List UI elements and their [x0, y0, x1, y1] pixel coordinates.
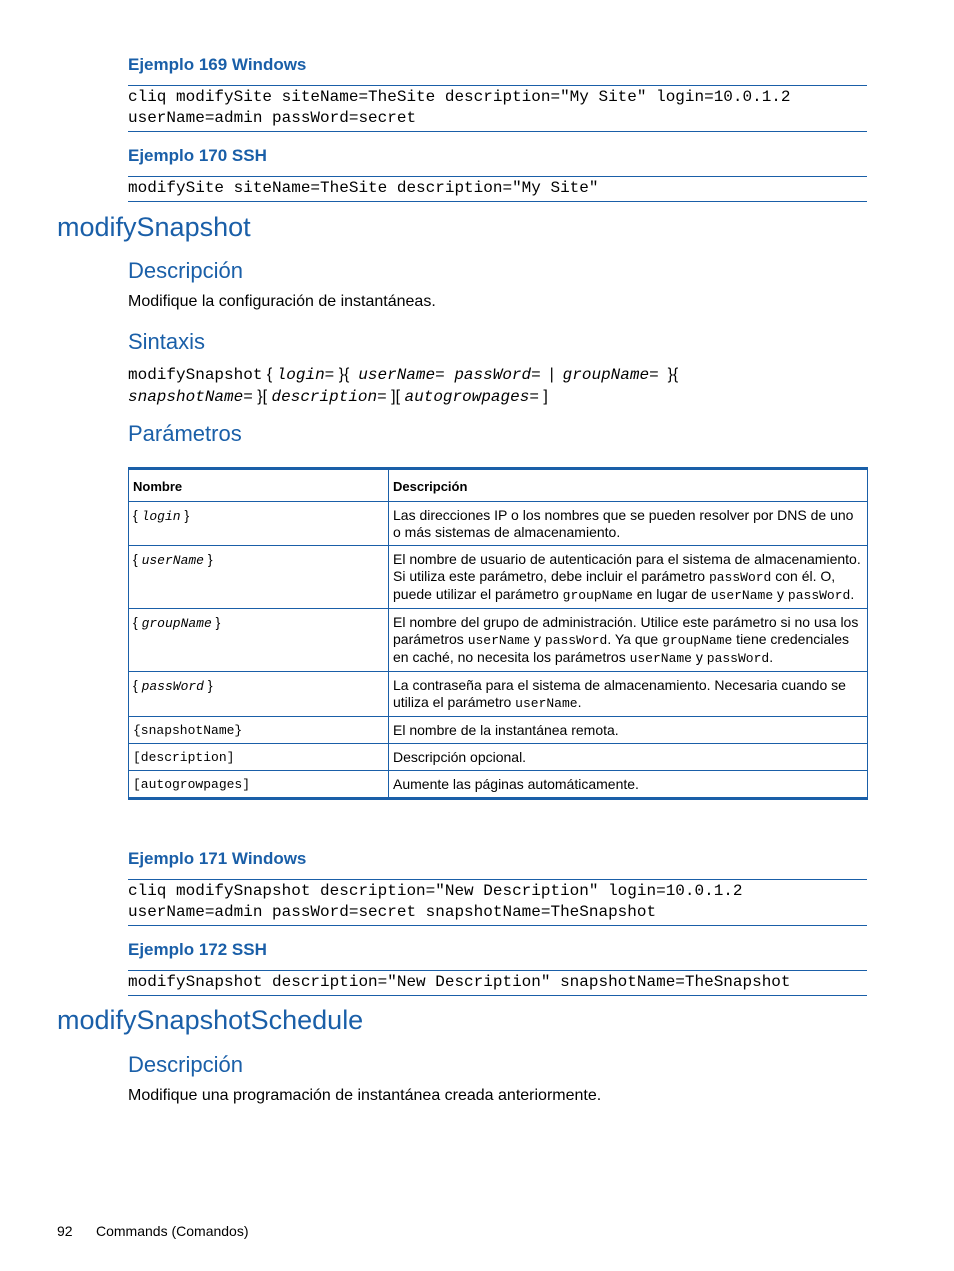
param-name-cell — [129, 502, 389, 546]
desc-text: . — [577, 694, 582, 710]
syntax-line-1 — [128, 364, 678, 386]
brace: } — [204, 677, 213, 693]
param-name-cell: {snapshotName} — [129, 717, 389, 744]
brace: { — [133, 551, 142, 567]
example-169-title: Ejemplo 169 Windows — [128, 55, 307, 74]
param-desc-cell: Las direcciones IP o los nombres que se pueden resolver por DNS de uno o más sistemas de almacenamiento. — [389, 502, 868, 546]
syntax-param: autogrowpages= — [404, 388, 539, 406]
table-row — [129, 609, 868, 672]
inline-code: userName — [515, 696, 578, 711]
code-line: modifySnapshot description="New Description" snapshotName=TheSnapshot — [128, 973, 791, 991]
syntax-bracket: ][ — [386, 388, 405, 405]
example-170-code — [128, 176, 867, 202]
table-row — [129, 771, 868, 799]
inline-code: groupName — [562, 588, 633, 603]
section-title-modify-snapshot-schedule: modifySnapshotSchedule — [57, 1005, 364, 1035]
param-desc-cell: Descripción opcional. — [389, 744, 868, 771]
param-name-cell: [description] — [129, 744, 389, 771]
inline-code: passWord — [787, 588, 851, 603]
syntax-param: userName= passWord= — [358, 366, 541, 384]
brace: { — [133, 677, 142, 693]
description-heading-2: Descripción — [128, 1052, 243, 1077]
param-name: login — [141, 509, 181, 524]
syntax-heading: Sintaxis — [128, 329, 206, 354]
syntax-bracket: }{ — [658, 366, 679, 383]
code-line: cliq modifySite siteName=TheSite description="My Site" login=10.0.1.2 — [128, 88, 791, 106]
inline-code: passWord — [544, 633, 608, 648]
param-name-cell: [autogrowpages] — [129, 771, 389, 799]
param-desc-cell — [389, 609, 868, 672]
param-name: groupName — [141, 616, 212, 631]
column-header-description: Descripción — [389, 469, 868, 502]
inline-code: userName — [710, 588, 774, 603]
param-desc-cell — [389, 672, 868, 717]
brace: { — [133, 614, 142, 630]
inline-code: userName — [629, 651, 692, 666]
column-header-name: Nombre — [129, 469, 389, 502]
syntax-block — [128, 364, 678, 408]
desc-text: y — [530, 631, 545, 647]
example-172-title: Ejemplo 172 SSH — [128, 940, 267, 959]
syntax-line-2 — [128, 386, 678, 408]
param-name-cell — [129, 546, 389, 609]
desc-text: y — [692, 649, 707, 665]
inline-code: userName — [467, 633, 531, 648]
desc-text: El nombre del grupo de administración. Utilice este parámetro si no usa los parámetros — [393, 614, 859, 647]
example-171-title: Ejemplo 171 Windows — [128, 849, 307, 868]
example-170-title: Ejemplo 170 SSH — [128, 146, 267, 165]
page-number: 92 — [57, 1223, 73, 1239]
table-row — [129, 546, 868, 609]
code-line: userName=admin passWord=secret — [128, 109, 417, 127]
syntax-bracket: ] — [538, 388, 548, 405]
syntax-bracket: | — [540, 366, 563, 383]
inline-code: passWord — [706, 651, 770, 666]
syntax-param: description= — [271, 388, 387, 406]
desc-text: . — [769, 649, 774, 665]
inline-code: passWord — [708, 570, 772, 585]
desc-text: . Ya que — [607, 631, 663, 647]
table-row — [129, 744, 868, 771]
brace: } — [204, 551, 213, 567]
desc-text: tiene credenciales en caché, no necesita los parámetros — [393, 631, 850, 665]
code-line: modifySite siteName=TheSite description="My Site" — [128, 179, 599, 197]
param-desc-cell: El nombre de la instantánea remota. — [389, 717, 868, 744]
syntax-param: login= — [276, 366, 335, 384]
example-172-code — [128, 970, 867, 996]
param-name-cell — [129, 672, 389, 717]
syntax-bracket: }[ — [252, 388, 272, 405]
syntax-param: snapshotName= — [128, 388, 253, 406]
example-171-code — [128, 879, 867, 926]
chapter-title: Commands (Comandos) — [96, 1223, 249, 1239]
param-name-cell — [129, 609, 389, 672]
syntax-bracket: }{ — [334, 366, 359, 383]
inline-code: groupName — [662, 633, 733, 648]
code-line: cliq modifySnapshot description="New Description" login=10.0.1.2 — [128, 882, 743, 900]
brace: { — [133, 507, 142, 523]
parameters-table — [128, 467, 868, 800]
description-text-2: Modifique una programación de instantánea creada anteriormente. — [128, 1087, 602, 1104]
param-name: passWord — [141, 679, 204, 694]
code-line: userName=admin passWord=secret snapshotName=TheSnapshot — [128, 903, 657, 921]
desc-text: en lugar de — [632, 586, 711, 602]
parameters-heading: Parámetros — [128, 421, 242, 446]
desc-text: . — [850, 586, 855, 602]
desc-text: La contraseña para el sistema de almacenamiento. Necesaria cuando se utiliza el parámetro — [393, 677, 846, 710]
section-title-modify-snapshot: modifySnapshot — [57, 212, 251, 242]
syntax-param: groupName= — [562, 366, 659, 384]
param-name: userName — [141, 553, 204, 568]
param-desc-cell — [389, 546, 868, 609]
example-169-code — [128, 85, 867, 132]
desc-text: y — [773, 586, 788, 602]
description-heading: Descripción — [128, 258, 243, 283]
desc-text: con él. O, puede utilizar el parámetro — [393, 568, 836, 602]
desc-text: El nombre de usuario de autenticación para el sistema de almacenamiento. Si utiliza este parámetro, debe incluir el parámetro — [393, 551, 861, 584]
table-header-row — [129, 469, 868, 502]
table-row — [129, 672, 868, 717]
table-row — [129, 717, 868, 744]
description-text: Modifique la configuración de instantáneas. — [128, 293, 436, 310]
syntax-bracket: { — [262, 366, 277, 383]
brace: } — [211, 614, 221, 630]
brace: } — [180, 507, 190, 523]
param-desc-cell: Aumente las páginas automáticamente. — [389, 771, 868, 799]
syntax-command: modifySnapshot — [128, 366, 263, 384]
table-row — [129, 502, 868, 546]
